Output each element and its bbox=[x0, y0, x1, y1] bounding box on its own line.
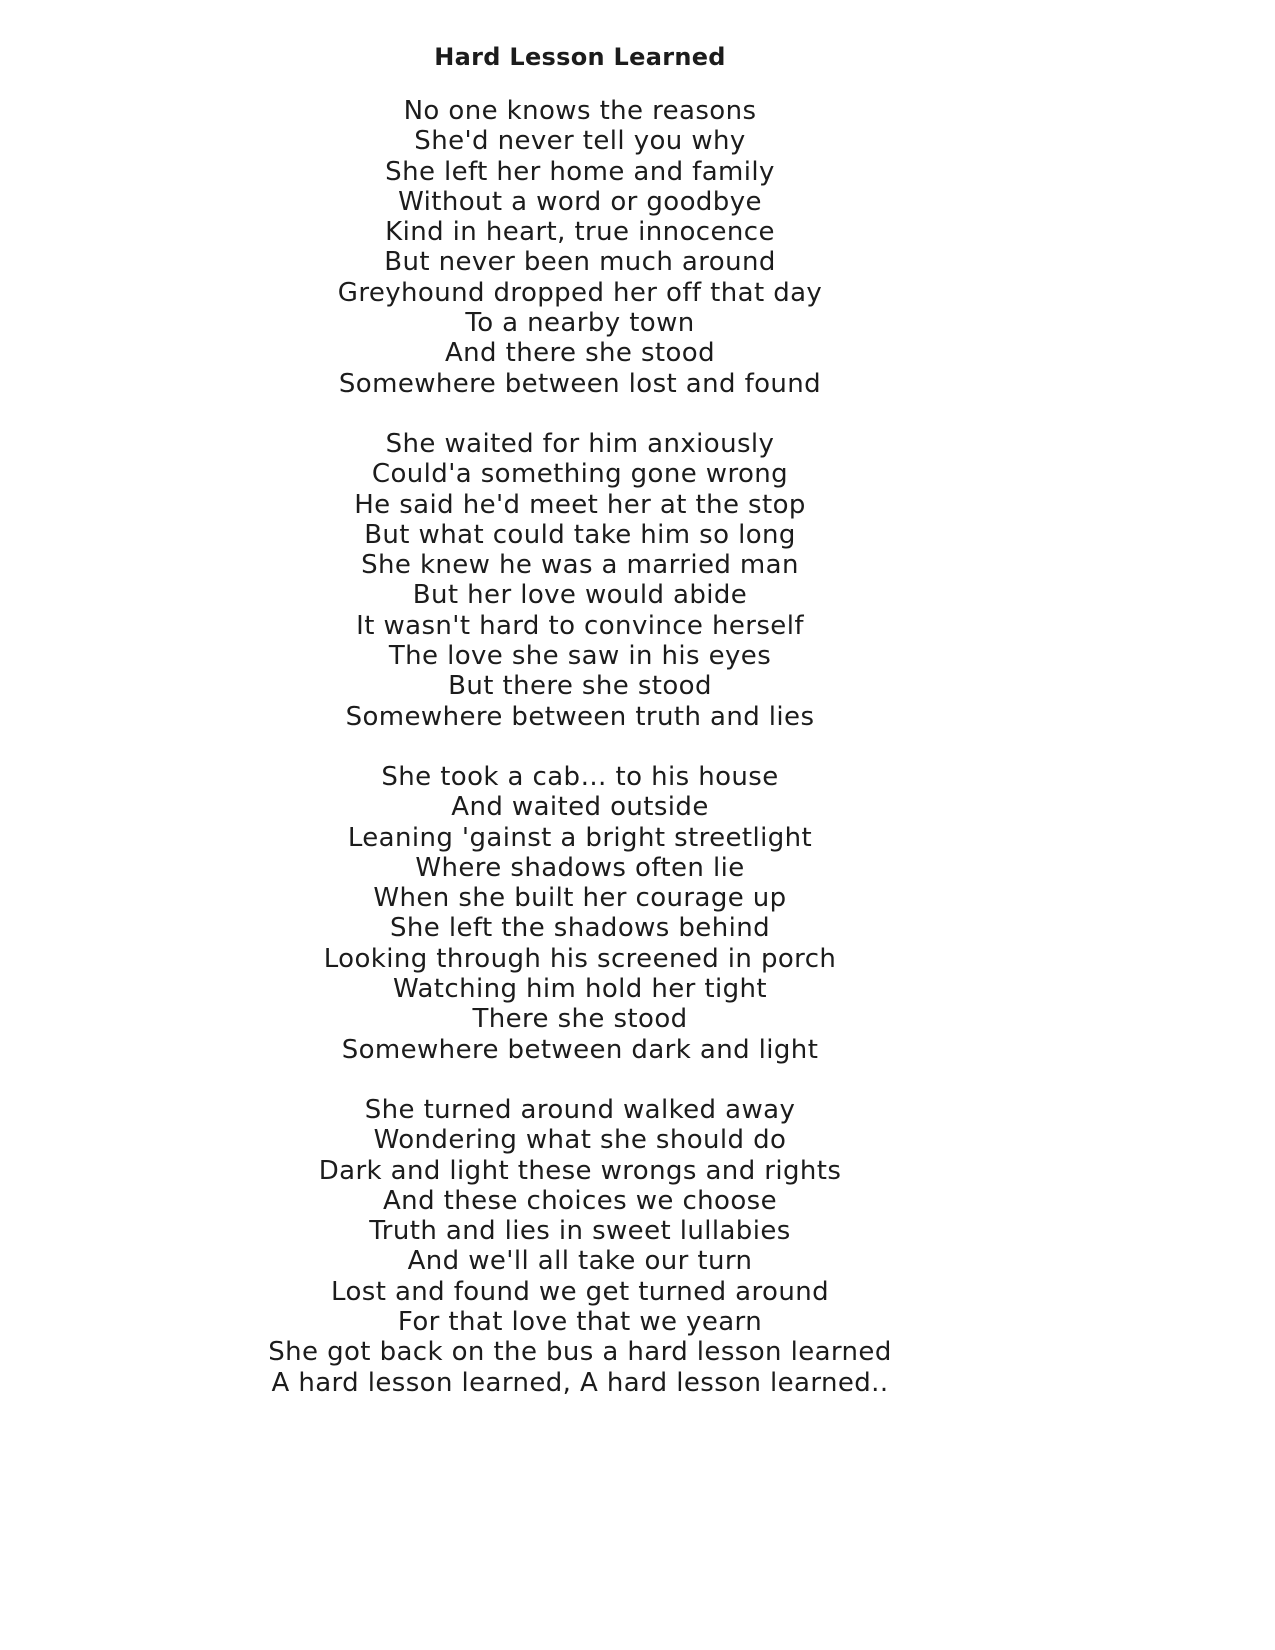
poem-line: But what could take him so long bbox=[364, 519, 796, 550]
poem-line: But her love would abide bbox=[412, 580, 748, 611]
stanza-4 bbox=[0, 1095, 1160, 1398]
poem-line: Looking through his screened in porch bbox=[323, 943, 837, 974]
poem-line: And there she stood bbox=[444, 338, 716, 369]
poem-line: To a nearby town bbox=[465, 308, 695, 339]
poem-line: She knew he was a married man bbox=[361, 550, 799, 581]
poem-line: And we'll all take our turn bbox=[407, 1246, 753, 1277]
poem bbox=[0, 42, 1160, 1428]
poem-line: She waited for him anxiously bbox=[385, 428, 775, 459]
poem-line: When she built her courage up bbox=[373, 883, 787, 914]
poem-line: Somewhere between truth and lies bbox=[345, 701, 815, 732]
poem-line: Lost and found we get turned around bbox=[331, 1276, 829, 1307]
poem-line: A hard lesson learned, A hard lesson learned.. bbox=[271, 1367, 889, 1398]
poem-line: For that love that we yearn bbox=[397, 1306, 763, 1337]
poem-line: Truth and lies in sweet lullabies bbox=[369, 1216, 791, 1247]
poem-line: And waited outside bbox=[451, 792, 709, 823]
poem-line: Watching him hold her tight bbox=[393, 974, 767, 1005]
poem-line: She got back on the bus a hard lesson learned bbox=[268, 1337, 892, 1368]
poem-line: There she stood bbox=[472, 1004, 688, 1035]
poem-line: But there she stood bbox=[448, 671, 712, 702]
poem-line: But never been much around bbox=[384, 247, 776, 278]
poem-line: Greyhound dropped her off that day bbox=[337, 277, 823, 308]
poem-line: Somewhere between dark and light bbox=[341, 1034, 819, 1065]
poem-line: Without a word or goodbye bbox=[398, 186, 762, 217]
stanza-1 bbox=[0, 96, 1160, 399]
poem-line: Leaning 'gainst a bright streetlight bbox=[347, 822, 813, 853]
poem-line: Dark and light these wrongs and rights bbox=[318, 1155, 842, 1186]
stanza-3 bbox=[0, 762, 1160, 1065]
poem-line: She left the shadows behind bbox=[390, 913, 770, 944]
poem-line: Somewhere between lost and found bbox=[338, 368, 822, 399]
poem-line: She'd never tell you why bbox=[414, 126, 746, 157]
poem-line: And these choices we choose bbox=[383, 1185, 777, 1216]
poem-line: No one knows the reasons bbox=[403, 96, 757, 126]
poem-line: Where shadows often lie bbox=[415, 852, 745, 883]
stanza-2 bbox=[0, 429, 1160, 732]
poem-line: The love she saw in his eyes bbox=[388, 641, 772, 672]
poem-title: Hard Lesson Learned bbox=[434, 43, 726, 71]
poem-line: It wasn't hard to convince herself bbox=[356, 610, 804, 641]
poem-line: He said he'd meet her at the stop bbox=[354, 489, 806, 520]
poem-line: She left her home and family bbox=[385, 156, 775, 187]
poem-line: Could'a something gone wrong bbox=[371, 459, 789, 490]
poem-line: She took a cab… to his house bbox=[381, 761, 779, 792]
poem-line: Wondering what she should do bbox=[373, 1125, 787, 1156]
poem-line: Kind in heart, true innocence bbox=[385, 217, 775, 248]
poem-line: She turned around walked away bbox=[364, 1094, 796, 1125]
